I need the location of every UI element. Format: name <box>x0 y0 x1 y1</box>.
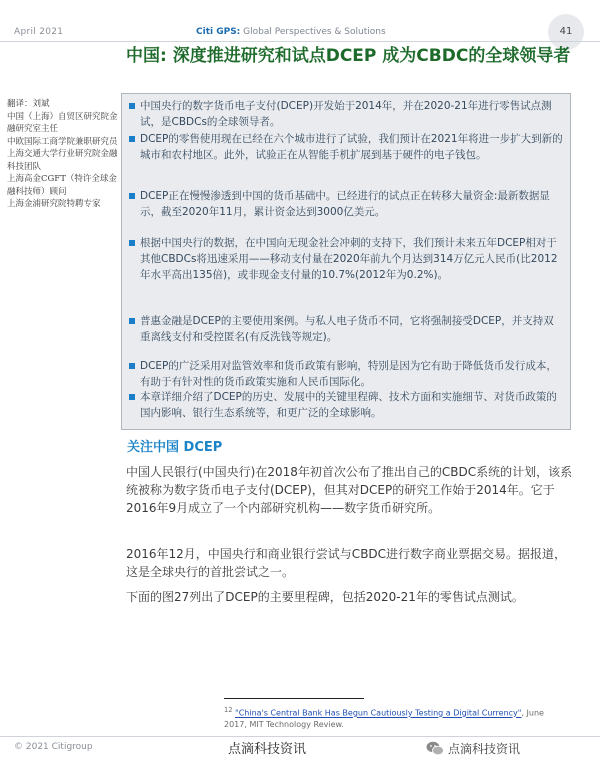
summary-box <box>121 93 571 430</box>
header-divider <box>0 41 600 42</box>
section-heading: 关注中国 DCEP <box>127 440 223 455</box>
bullet-square-icon <box>129 394 135 400</box>
summary-bullet <box>122 389 572 421</box>
summary-bullet <box>122 98 572 130</box>
header-brand-name: Citi GPS: <box>196 27 241 37</box>
bullet-text: DCEP的零售使用现在已经在六个城市进行了试验，我们预计在2021年将进一步扩大到新的城市和农村地区。此外，试验正在从智能手机扩展到基于硬件的电子钱包。 <box>140 133 563 161</box>
body-paragraph: 2016年12月，中国央行和商业银行尝试与CBDC进行数字商业票据交易。据报道，这是全球央行的首批尝试之一。 <box>126 547 567 579</box>
footer-divider <box>0 736 600 737</box>
bullet-square-icon <box>129 240 135 246</box>
bullet-square-icon <box>129 136 135 142</box>
summary-bullet <box>122 188 572 220</box>
summary-bullet <box>122 131 572 163</box>
footnote <box>224 705 564 730</box>
footnote-source: , June 2017, MIT Technology Review. <box>224 708 544 729</box>
summary-bullet <box>122 358 572 390</box>
footnote-link[interactable]: "China's Central Bank Has Begun Cautiously Testing a Digital Currency" <box>235 708 522 718</box>
footer-account-name: 点滴科技资讯 <box>448 742 521 756</box>
header-subtitle: Global Perspectives & Solutions <box>243 27 386 37</box>
body-paragraph: 下面的图27列出了DCEP的主要里程碑，包括2020-21年的零售试点测试。 <box>126 590 524 604</box>
bullet-text: 中国央行的数字货币电子支付(DCEP)开发始于2014年，并在2020-21年进行零售试点测试，是CBDCs的全球领导者。 <box>140 100 552 128</box>
credit-line: 中国（上海）自贸区研究院金融研究室主任 <box>7 111 118 134</box>
bullet-square-icon <box>129 318 135 324</box>
page-title: 中国: 深度推进研究和试点DCEP 成为CBDC的全球领导者 <box>126 46 571 66</box>
bullet-text: 本章详细介绍了DCEP的历史、发展中的关键里程碑、技术方面和实施细节、对货币政策的国内影响、银行生态系统等，和更广泛的全球影响。 <box>140 391 557 419</box>
credit-line: 中欧国际工商学院兼职研究员 <box>7 136 118 147</box>
bullet-square-icon <box>129 193 135 199</box>
footnote-divider <box>224 698 364 699</box>
header-date: April 2021 <box>14 27 64 37</box>
wechat-icon <box>426 741 444 756</box>
bullet-text: 根据中国央行的数据，在中国向无现金社会冲刺的支持下，我们预计未来五年DCEP相对于其他CBDCs将迅速采用——移动支付量在2020年前九个月达到314万亿元人民币(比2012年水平高出135倍)，或非现金支付量的10.7%(2012年为0.2%)。 <box>140 237 558 281</box>
translator-credits <box>7 98 123 211</box>
bullet-text: 普惠金融是DCEP的主要使用案例。与私人电子货币不同，它将强制接受DCEP，并支持双重离线支付和受控匿名(有反洗钱等规定)。 <box>140 315 554 343</box>
bullet-square-icon <box>129 103 135 109</box>
footer-watermark-text: 点滴科技资讯 <box>228 742 307 757</box>
summary-bullet <box>122 235 572 283</box>
credit-line: 上海高金CGFT（特许全球金融科技师）顾问 <box>7 174 117 197</box>
header-brand <box>196 27 386 37</box>
credit-line: 上海交通大学行业研究院金融科技团队 <box>7 149 118 172</box>
footnote-number: 12 <box>224 706 233 714</box>
credit-line: 上海金浦研究院特聘专家 <box>7 199 101 209</box>
footer-copyright: © 2021 Citigroup <box>14 742 93 752</box>
credit-line: 翻译：刘斌 <box>7 99 50 109</box>
body-paragraph: 中国人民银行(中国央行)在2018年初首次公布了推出自己的CBDC系统的计划，该系统被称为数字货币电子支付(DCEP)，但其对DCEP的研究工作始于2014年。它于2016年9月成立了一个内部研究机构——数字货币研究所。 <box>126 465 573 515</box>
bullet-text: DCEP的广泛采用对监管效率和货币政策有影响，特别是因为它有助于降低货币发行成本，有助于有针对性的货币政策实施和人民币国际化。 <box>140 360 557 388</box>
summary-bullet <box>122 313 572 345</box>
page-number: 41 <box>548 14 584 50</box>
bullet-text: DCEP正在慢慢渗透到中国的货币基础中。已经进行的试点正在转移大量资金:最新数据显示，截至2020年11月，累计资金达到3000亿美元。 <box>140 190 550 218</box>
bullet-square-icon <box>129 363 135 369</box>
